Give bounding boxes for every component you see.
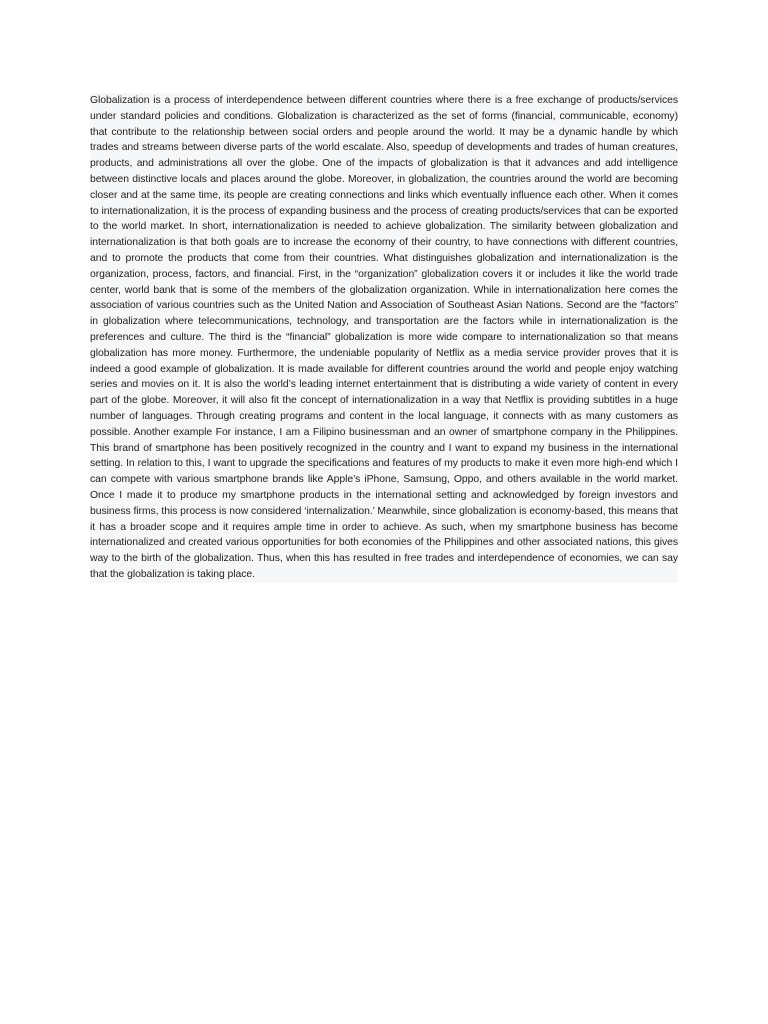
text-segment-internationalization-definition: When it comes to internationalization, it is the process of expanding business and the process of creating products/services that can be exported to the world market. In short, internationalization is needed to achieve globalization. — [90, 189, 678, 233]
text-segment-globalization-definition: Globalization is a process of interdependence between different countries where there is a free exchange of products/services under standard policies and conditions. Globalization is characterized as the set of forms (financial, communicable, economy) that contribute to the relationship between social orders and people around the world. It may be a dynamic handle by which trades and streams between diverse parts of the world escalate. Also, speedup of developments and trades of human creatures, products, and administrations all over the globe. One of the impacts of globalization is that it advances and add intelligence between distinctive locals and places around the globe. Moreover, in globalization, the countries around the world are becoming closer and at the same time, its people are creating connections and links which eventually influence each other. — [90, 95, 678, 201]
text-segment-differences: What distinguishes globalization and internationalization is the organization, process, factors, and financial. First, in the “organization” globalization covers it or includes it like the world trade center, world bank that is some of the members of the globalization organization. While in internationalization here comes the association of various countries such as the United Nation and Association of Southeast Asian Nations. Second are the “factors” in globalization where telecommunications, technology, and transportation are the factors while in internationalization is the preferences and culture. The third is the “financial” globalization is more wide compare to internationalization so that means globalization has more money. — [90, 252, 678, 359]
essay-text-block — [90, 93, 678, 583]
text-segment-similarity: The similarity between globalization and internationalization is that both goals are to increase the economy of their country, to have connections with different countries, and to promote the products that come from their countries. — [90, 221, 678, 264]
essay-paragraph — [90, 93, 678, 583]
text-segment-netflix-example: Furthermore, the undeniable popularity of Netflix as a media service provider proves that it is indeed a good example of globalization. It is made available for different countries around the world and people enjoy watching series and movies on it. It is also the world’s leading internet entertainment that is distributing a wide variety of content in every part of the globe. Moreover, it will also fit the concept of internationalization in a way that Netflix is providing subtitles in a huge number of languages. Through creating programs and content in the local language, it connects with as many customers as possible. — [90, 347, 678, 438]
text-segment-smartphone-example: Another example For instance, I am a Filipino businessman and an owner of smartphone company in the Philippines. This brand of smartphone has been positively recognized in the country and I want to expand my business in the international setting. In relation to this, I want to upgrade the specifications and features of my products to make it even more high-end which I can compete with various smartphone brands like Apple’s iPhone, Samsung, Oppo, and others available in the world market. Once I made it to produce my smartphone products in the international setting and acknowledged by foreign investors and business firms, this process is now considered ‘internalization.’ Meanwhile, since globalization is economy-based, this means that it has a broader scope and it requires ample time in order to achieve. As such, when my smartphone business has become internationalized and created various opportunities for both economies of the Philippines and other associated nations, this gives way to the birth of the globalization. Thus, when this has resulted in free trades and interdependence of economies, we can say that the globalization is taking place. — [90, 426, 679, 580]
